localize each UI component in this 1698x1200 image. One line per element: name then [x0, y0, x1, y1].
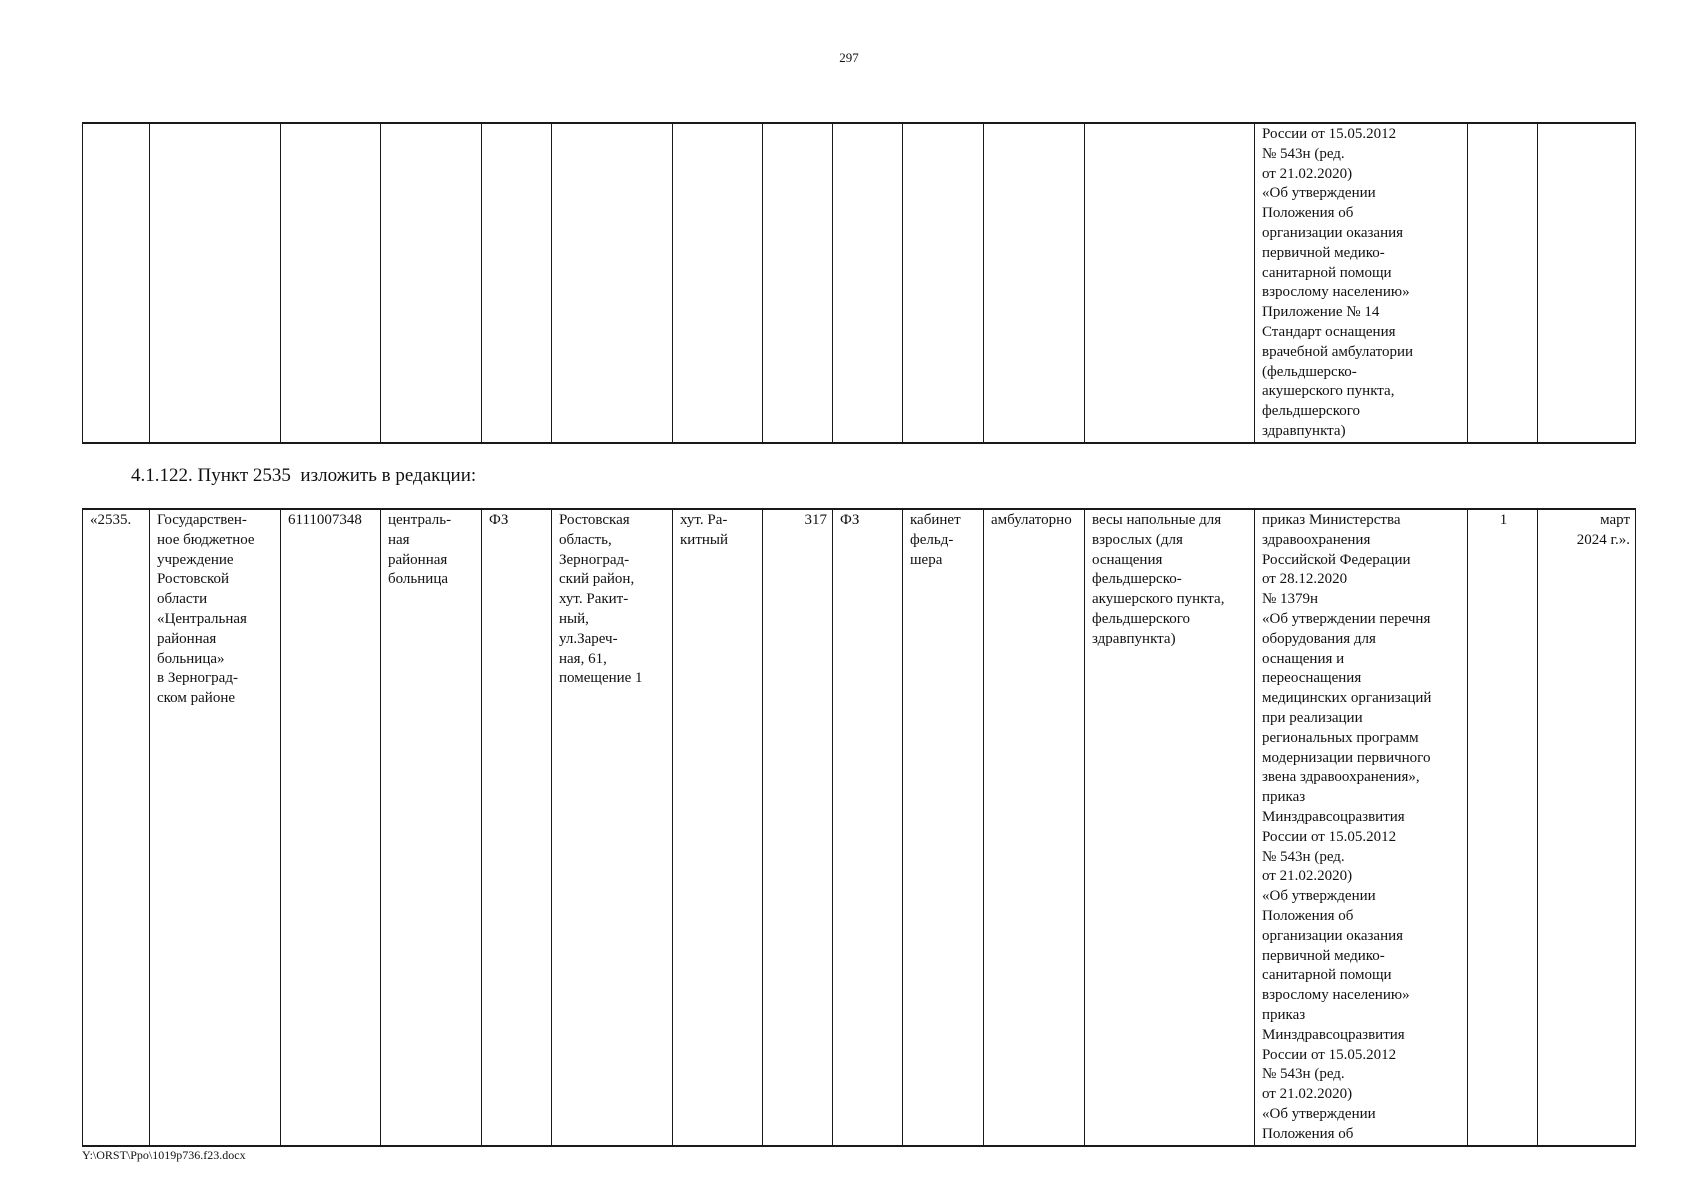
- cell-settlement-code: [763, 123, 833, 443]
- cell-inn: [281, 123, 381, 443]
- cell-inn: 6111007348: [281, 509, 381, 1146]
- footer-file-path: Y:\ORST\Ppo\1019p736.f23.docx: [82, 1148, 246, 1162]
- cell-organization: [150, 123, 281, 443]
- cell-address: [552, 123, 673, 443]
- cell-quantity: [1468, 123, 1538, 443]
- table-item-2535: [82, 508, 1636, 1147]
- cell-funding-2: [833, 123, 903, 443]
- cell-org-type: централь- ная районная больница: [381, 509, 482, 1146]
- page-number: 297: [839, 50, 859, 65]
- cell-legal-basis: приказ Министерства здравоохранения Российской Федерации от 28.12.2020 № 1379н «Об утверждении перечня оборудования для оснащения и переоснащения медицинских организаций при реализации региональных программ модернизации первичного звена здравоохранения», приказ Минздравсоцразвития России от 15.05.2012 № 543н (ред. от 21.02.2020) «Об утверждении Положения об организации оказания первичной медико- санитарной помощи взрослому населению» приказ Минздравсоцразвития России от 15.05.2012 № 543н (ред. от 21.02.2020) «Об утверждении Положения об: [1255, 509, 1468, 1146]
- cell-funding: [482, 123, 552, 443]
- cell-equipment: весы напольные для взрослых (для оснащения фельдшерско- акушерского пункта, фельдшерского здравпункта): [1085, 509, 1255, 1146]
- cell-organization: Государствен- ное бюджетное учреждение Ростовской области «Центральная районная больница» в Зерноград- ском районе: [150, 509, 281, 1146]
- cell-number: [83, 123, 150, 443]
- cell-deadline: март 2024 г.».: [1538, 509, 1636, 1146]
- table-continuation: [82, 122, 1636, 444]
- cell-settlement-code: 317: [763, 509, 833, 1146]
- table-row: [83, 509, 1636, 1146]
- section-heading: 4.1.122. Пункт 2535 изложить в редакции:: [131, 465, 477, 486]
- cell-number: «2535.: [83, 509, 150, 1146]
- cell-equipment: [1085, 123, 1255, 443]
- cell-deadline: [1538, 123, 1636, 443]
- cell-settlement: хут. Ра- китный: [673, 509, 763, 1146]
- cell-settlement: [673, 123, 763, 443]
- cell-funding: ФЗ: [482, 509, 552, 1146]
- cell-legal-basis: России от 15.05.2012 № 543н (ред. от 21.02.2020) «Об утверждении Положения об организации оказания первичной медико- санитарной помощи взрослому населению» Приложение № 14 Стандарт оснащения врачебной амбулатории (фельдшерско- акушерского пункта, фельдшерского здравпункта): [1255, 123, 1468, 443]
- cell-quantity: 1: [1468, 509, 1538, 1146]
- cell-address: Ростовская область, Зерноград- ский район, хут. Ракит- ный, ул.Зареч- ная, 61, помещение 1: [552, 509, 673, 1146]
- cell-care-type: амбулаторно: [984, 509, 1085, 1146]
- cell-care-type: [984, 123, 1085, 443]
- cell-room: [903, 123, 984, 443]
- cell-org-type: [381, 123, 482, 443]
- table-row: [83, 123, 1636, 443]
- cell-room: кабинет фельд- шера: [903, 509, 984, 1146]
- cell-funding-2: ФЗ: [833, 509, 903, 1146]
